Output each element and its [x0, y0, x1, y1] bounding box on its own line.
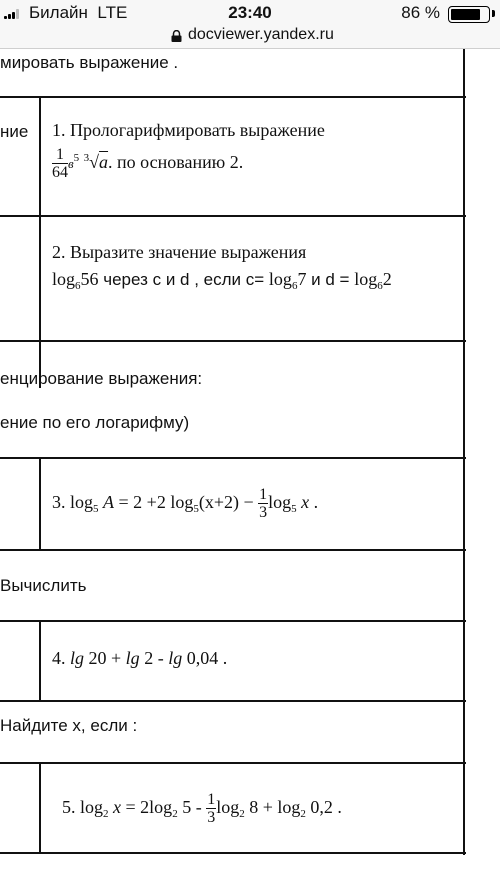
task-4-expression: 4. lg 20 + lg 2 - lg 0,04 . [52, 648, 228, 668]
section-header: енцирование выражения: [0, 369, 203, 388]
carrier-name: Билайн LTE [29, 3, 128, 22]
table-right-border [463, 49, 465, 855]
task-5-expression: 5. $\log_2 x = 2\log_2$ 5 - $\frac{1}{3}$ $\log_2 8 + \log_2 0,2$ . [62, 791, 342, 826]
task-1-title: 1. Прологарифмировать выражение [52, 120, 325, 140]
battery-tip [492, 10, 495, 17]
table-row-border [0, 700, 466, 702]
table-row-border [0, 340, 466, 342]
battery-percent: 86 % [401, 3, 440, 22]
section-header: Найдите х, если : [0, 716, 138, 735]
cell-divider [39, 620, 41, 702]
url-text[interactable]: docviewer.yandex.ru [188, 26, 334, 43]
section-subheader: ение по его логарифму) [0, 413, 190, 432]
status-time: 23:40 [228, 3, 272, 22]
fraction: $\frac{1}{3}$ [259, 486, 268, 521]
cell-divider [39, 762, 41, 854]
table-row-border [0, 215, 466, 217]
row-label: ние [0, 122, 29, 141]
table-row-border [0, 852, 466, 854]
cell-divider [39, 96, 41, 388]
table-row-border [0, 762, 466, 764]
fraction: $\frac{1}{3}$ [207, 791, 216, 826]
battery-icon [448, 6, 490, 23]
cell-divider [39, 457, 41, 551]
document-view[interactable] [0, 49, 500, 888]
task-3-expression: 3. $\log_5 A = 2 +2$ $\log_5(x+2)$ − $\frac{1}{3}$ $\log_5 x$ . [52, 486, 319, 521]
section-header: Вычислить [0, 576, 87, 595]
status-bar [0, 0, 500, 24]
task-2-expression: $\log_656$ через c и d , если $c= \log_67$ и $d = \log_62$ [52, 269, 392, 292]
root-sign: √ [89, 152, 100, 173]
table-row-border [0, 549, 466, 551]
table-row-border [0, 457, 466, 459]
task-1-expression: $\frac{1}{64}$ $в^5$ $^3$√a. по основанию 2. [52, 146, 244, 181]
address-bar[interactable] [0, 24, 500, 49]
network-type: LTE [97, 3, 128, 22]
lock-icon [171, 30, 182, 42]
section-header: мировать выражение . [0, 53, 179, 72]
task-2-title: 2. Выразите значение выражения [52, 242, 307, 262]
table-row-border [0, 96, 466, 98]
table-row-border [0, 620, 466, 622]
fraction: $\frac{1}{64}$ [52, 146, 68, 181]
